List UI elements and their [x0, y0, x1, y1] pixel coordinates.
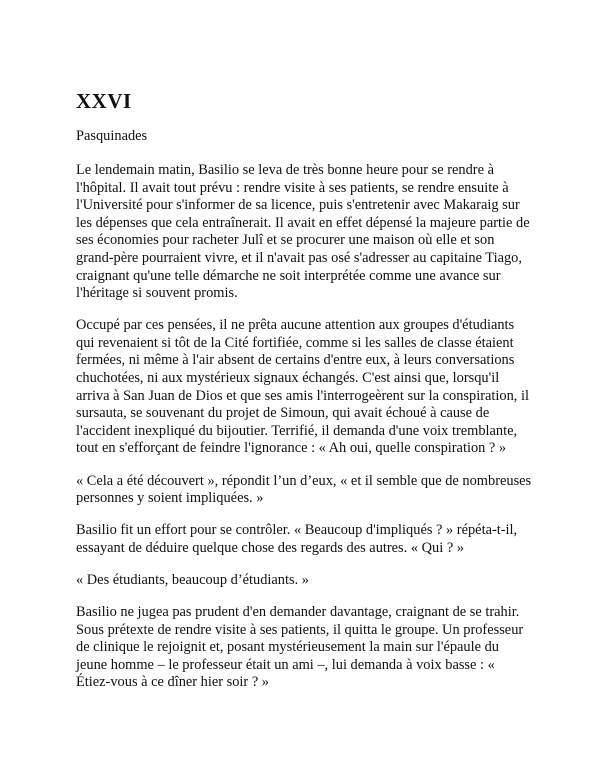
paragraph-6: Basilio ne jugea pas prudent d'en demander davantage, craignant de se trahir. Sous prétexte de rendre visite à ses patients, il quitta le groupe. Un professeur de clinique le rejoignit et, posant mystérieusement la main sur l'épaule du jeune homme – le professeur était un ami –, lui demanda à voix basse : « Étiez-vous à ce dîner hier soir ? »: [76, 603, 524, 691]
paragraph-1: Le lendemain matin, Basilio se leva de très bonne heure pour se rendre à l'hôpital. Il avait tout prévu : rendre visite à ses patients, se rendre ensuite à l'Université pour s'informer de sa licence, puis s'entretenir avec Makaraig sur les dépenses que cela entraînerait. Il avait en effet dépensé la majeure partie de ses économies pour racheter Julî et se procurer une maison où elle et son grand-père pourraient vivre, et il n'avait pas osé s'adresser au capitaine Tiago, craignant qu'une telle démarche ne soit interprétée comme une avance sur l'héritage si souvent promis.: [76, 162, 530, 302]
chapter-number: XXVI: [76, 89, 132, 113]
paragraph-5: « Des étudiants, beaucoup d’étudiants. »: [76, 571, 309, 588]
paragraph-4: Basilio fit un effort pour se contrôler. « Beaucoup d'impliqués ? » répéta-t-il, essayant de déduire quelque chose des regards des autres. « Qui ? »: [76, 522, 518, 556]
paragraph-3: « Cela a été découvert », répondit l’un d’eux, « et il semble que de nombreuses personnes y soient impliquées. »: [76, 472, 532, 507]
paragraph-2: Occupé par ces pensées, il ne prêta aucune attention aux groupes d'étudiants qui revenaient si tôt de la Cité fortifiée, comme si les salles de classe étaient fermées, ni même à l'air absent de certains d'entre eux, à leurs conversations chuchotées, ni aux mystérieux signaux échangés. C'est ainsi que, lorsqu'il arriva à San Juan de Dios et que ses amis l'interrogeèrent sur la conspiration, il sursauta, se souvenant du projet de Simoun, qui avait échoué à cause de l'accident inexpliqué du bijoutier. Terrifié, il demanda d'une voix tremblante, tout en s'efforçant de feindre l'ignorance : « Ah oui, quelle conspiration ? »: [76, 317, 529, 457]
document-page: [76, 88, 532, 706]
chapter-title: Pasquinades: [76, 128, 148, 144]
